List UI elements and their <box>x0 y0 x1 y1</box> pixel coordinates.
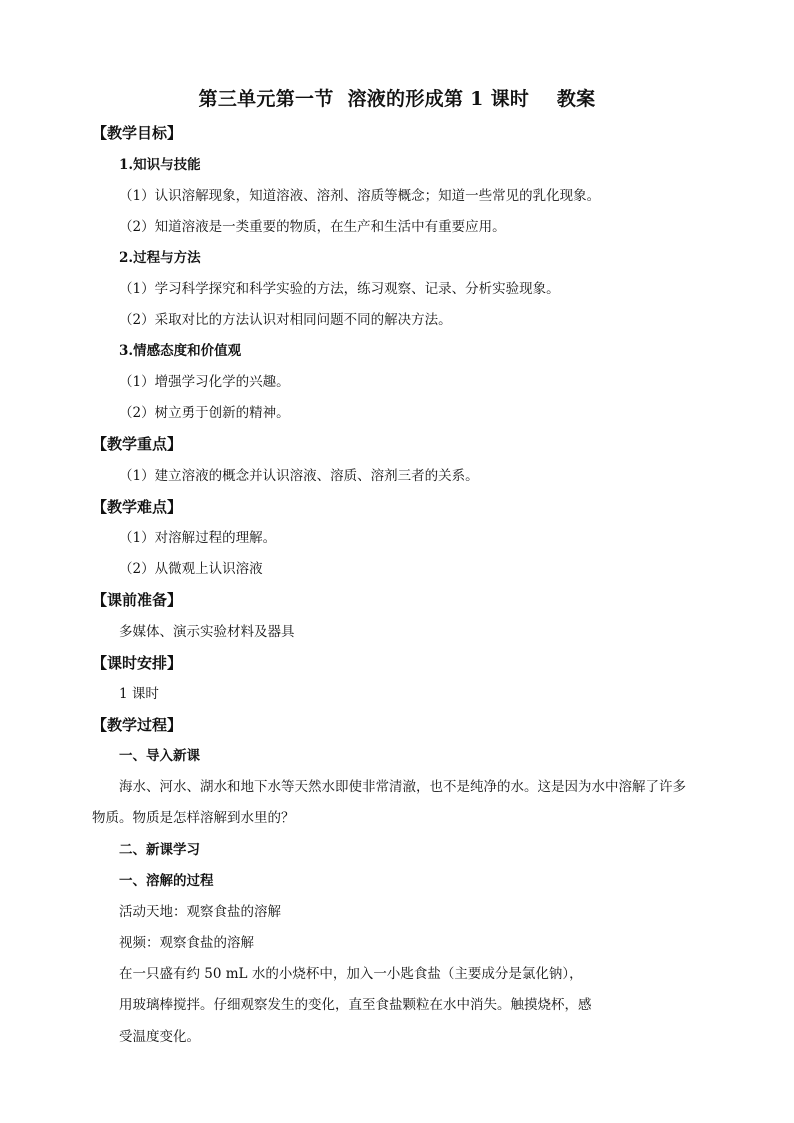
subheading-process-methods: 2.过程与方法 <box>119 250 201 266</box>
section-heading-teaching-objectives: 【教学目标】 <box>92 124 183 142</box>
objective-item: （2）树立勇于创新的精神。 <box>119 405 290 421</box>
paragraph-line: 海水、河水、湖水和地下水等天然水即使非常清澈，也不是纯净的水。这是因为水中溶解了许多 <box>119 779 686 795</box>
objective-item: （1）认识溶解现象，知道溶液、溶剂、溶质等概念；知道一些常见的乳化现象。 <box>119 188 601 204</box>
subheading-attitudes-values: 3.情感态度和价值观 <box>119 343 242 359</box>
paragraph-line: 在一只盛有约 50 mL 水的小烧杯中，加入一小匙食盐（主要成分是氯化钠）， <box>119 966 583 982</box>
section-heading-teaching-process: 【教学过程】 <box>92 716 183 734</box>
preparation-text: 多媒体、演示实验材料及器具 <box>119 624 295 640</box>
paragraph-line: 用玻璃棒搅拌。仔细观察发生的变化，直至食盐颗粒在水中消失。触摸烧杯，感 <box>119 997 592 1013</box>
paragraph-line: 物质。物质是怎样溶解到水里的？ <box>92 810 295 826</box>
objective-item: （2）采取对比的方法认识对相同问题不同的解决方法。 <box>119 312 452 328</box>
subheading-dissolving-process: 一、溶解的过程 <box>119 873 214 889</box>
objective-item: （2）知道溶液是一类重要的物质，在生产和生活中有重要应用。 <box>119 219 506 235</box>
difficulty-item: （2）从微观上认识溶液 <box>119 561 263 577</box>
subheading-introduction: 一、导入新课 <box>119 748 200 764</box>
key-point-item: （1）建立溶液的概念并认识溶液、溶质、溶剂三者的关系。 <box>119 468 479 484</box>
section-heading-key-points: 【教学重点】 <box>92 435 183 453</box>
schedule-text: 1 课时 <box>119 686 159 702</box>
video-label: 视频：观察食盐的溶解 <box>119 935 254 951</box>
objective-item: （1）学习科学探究和科学实验的方法，练习观察、记录、分析实验现象。 <box>119 281 560 297</box>
difficulty-item: （1）对溶解过程的理解。 <box>119 530 277 546</box>
section-heading-difficulties: 【教学难点】 <box>92 498 183 516</box>
activity-label: 活动天地：观察食盐的溶解 <box>119 904 281 920</box>
document-title: 第三单元第一节 溶液的形成第 1 课时 教案 <box>198 88 596 110</box>
paragraph-line: 受温度变化。 <box>119 1029 200 1045</box>
subheading-knowledge-skills: 1.知识与技能 <box>119 157 201 173</box>
section-heading-preparation: 【课前准备】 <box>92 591 183 609</box>
subheading-new-lesson: 二、新课学习 <box>119 842 200 858</box>
section-heading-schedule: 【课时安排】 <box>92 654 183 672</box>
objective-item: （1）增强学习化学的兴趣。 <box>119 374 290 390</box>
